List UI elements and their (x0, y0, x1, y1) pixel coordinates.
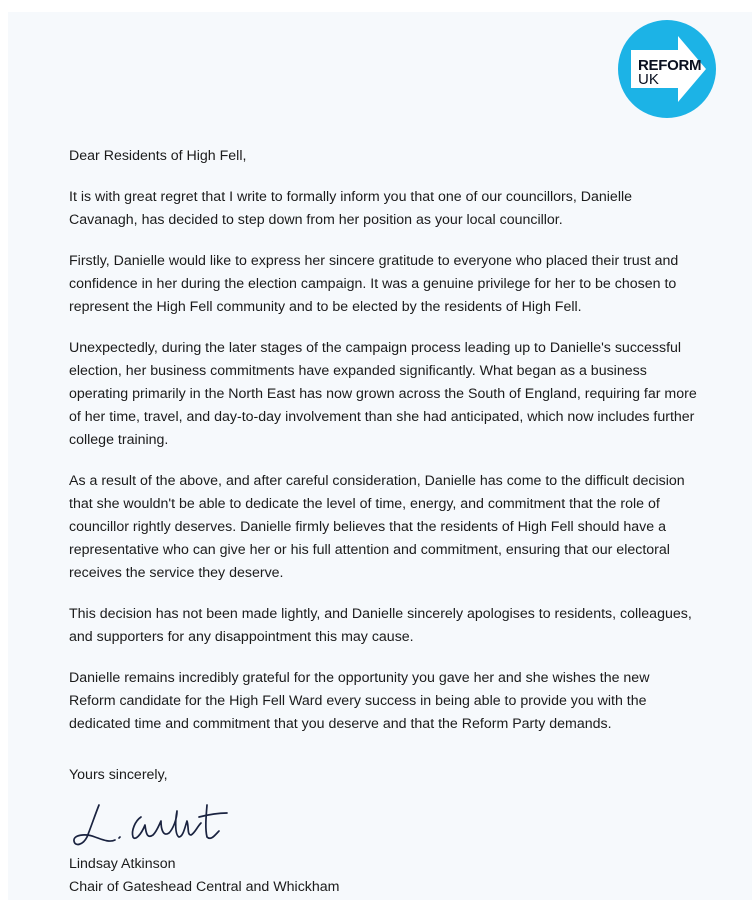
letter-greeting: Dear Residents of High Fell, (69, 148, 247, 164)
letter-paragraph: Unexpectedly, during the later stages of the campaign process leading up to Danielle's successful election, her business commitments have expanded significantly. What began as a business operating primarily in the North East has now grown across the South of England, requiring far more of her time, travel, and day-to-day involvement than she had anticipated, which now includes further college training. (69, 340, 697, 448)
logo-wordmark (638, 57, 702, 88)
signature-block (69, 764, 469, 851)
signer-info (69, 853, 339, 899)
letter-signoff: Yours sincerely, (69, 767, 168, 783)
letter-body (69, 145, 699, 754)
signer-name: Lindsay Atkinson (69, 856, 176, 872)
letter-paragraph: Danielle remains incredibly grateful for the opportunity you gave her and she wishes the new Reform candidate for the High Fell Ward every success in being able to provide you with the dedicated time and commitment that you deserve and that the Reform Party demands. (69, 670, 650, 732)
letter-paragraph: It is with great regret that I write to formally inform you that one of our councillors, Danielle Cavanagh, has decided to step down from her position as your local councillor. (69, 189, 633, 228)
logo-line-1: REFORM (638, 57, 702, 74)
logo-line-2: UK (638, 71, 659, 88)
handwritten-signature (69, 791, 249, 851)
reform-uk-logo (618, 20, 716, 118)
letter-paragraph: Firstly, Danielle would like to express her sincere gratitude to everyone who placed their trust and confidence in her during the election campaign. It was a genuine privilege for her to be chosen to represent the High Fell community and to be elected by the residents of High Fell. (69, 253, 679, 315)
letter-paragraph: This decision has not been made lightly, and Danielle sincerely apologises to residents, colleagues, and supporters for any disappointment this may cause. (69, 606, 692, 645)
letter-paragraph: As a result of the above, and after careful consideration, Danielle has come to the difficult decision that she wouldn't be able to dedicate the level of time, energy, and commitment that the role of councillor rightly deserves. Danielle firmly believes that the residents of High Fell should have a representative who can give her or his full attention and commitment, ensuring that our electoral receives the service they deserve. (69, 473, 685, 581)
signer-title: Chair of Gateshead Central and Whickham (69, 879, 340, 895)
